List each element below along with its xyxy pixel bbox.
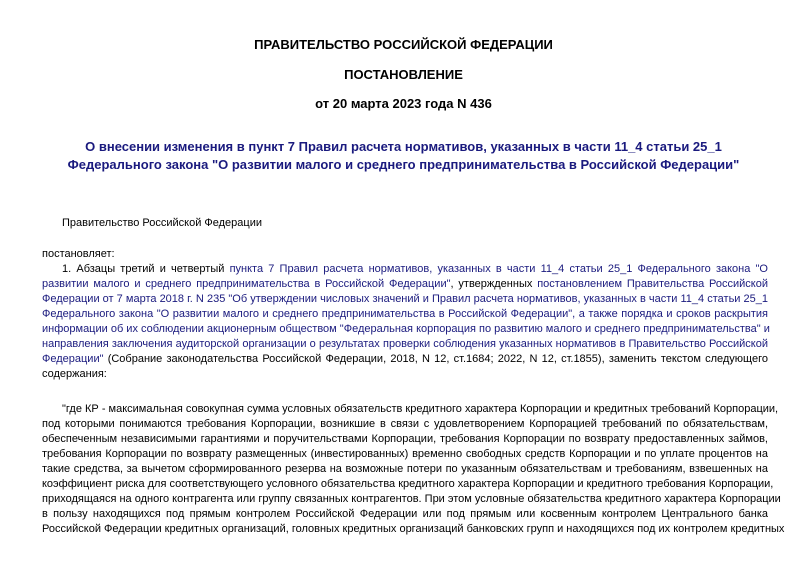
title-line-2: [20, 156, 787, 174]
quote-line: коэффициент риска для соответствующего условного обязательства кредитного характера Корпорации и кредитного требования Корпорации,: [42, 478, 774, 490]
title-link-rules-item-7[interactable]: пункт 7 Правил расчета нормативов, указанных в части 11_4 статьи 25_1: [248, 139, 722, 154]
link-rules-item-7[interactable]: пункта 7 Правил расчета нормативов, указанных в части 11_4 статьи 25_1 Федерального закона "О: [229, 263, 768, 275]
quote-line: Российской Федерации кредитных организаций, головных кредитных организаций банковских групп и находящихся под их контролем кредитных: [42, 523, 785, 535]
link-federal-law-continued[interactable]: развитии малого и среднего предпринимательства в Российской Федерации": [42, 278, 451, 290]
item-1-sz-reference: (Собрание законодательства Российской Федерации, 2018, N 12, ст.1684; 2022, N 12, ст.1855), заменить текстом следующего: [103, 353, 768, 365]
link-government-decree[interactable]: постановлением Правительства Российской: [537, 278, 768, 290]
document-date-number: от 20 марта 2023 года N 436: [315, 96, 492, 111]
item-1-line: [42, 322, 768, 337]
item-1-line: [42, 292, 768, 307]
item-1-paragraph: [42, 262, 768, 382]
item-1-line: [42, 262, 768, 277]
quote-line: в пользу находящихся под прямым контролем Российской Федерации или под прямым или косвенным контролем Центрального банка: [42, 508, 768, 520]
quote-line: такие средства, за вычетом сформированного резерва на возможные потери по указанным обязательствам и требованиям, взвешенных на: [42, 463, 768, 475]
issuer-text: Правительство Российской Федерации: [62, 217, 262, 229]
quote-line: требования Корпорации по возврату размещенных (инвестированных) временно свободных средств Корпорации и по уплате процентов на: [42, 448, 768, 460]
link-government-decree-line[interactable]: информации об их соблюдении акционерным обществом "Федеральная корпорация по развитию малого и среднего предпринимательства" и: [42, 323, 770, 335]
item-1-line: [42, 307, 768, 322]
link-government-decree-line[interactable]: Федерального закона "О развитии малого и среднего предпринимательства в Российской Федерации", а также порядка и сроков раскрытия: [42, 308, 768, 320]
link-government-decree-line[interactable]: направления заключения аудиторской организации о результатах проверки соблюдения указанных нормативов в Правительство Российской: [42, 338, 768, 350]
quote-line: приходящаяся на одного контрагента или группу связанных контрагентов. При этом условные обязательства кредитного характера Корпорации: [42, 493, 781, 505]
title-line-1: [20, 138, 787, 156]
title-prefix: О внесении изменения в: [85, 139, 249, 154]
item-1-prefix: 1. Абзацы третий и четвертый: [62, 263, 230, 275]
quote-line: обеспеченным независимыми гарантиями и поручительствами Корпорации, требования Корпорации по возврату предоставленных займов,: [42, 433, 768, 445]
item-1-line: [42, 337, 768, 352]
link-government-decree-end[interactable]: Федерации": [42, 353, 104, 365]
item-1-approved-text: , утвержденных: [450, 278, 538, 290]
item-1-line: [42, 277, 768, 292]
quote-line: под которыми понимаются требования Корпорации, возникшие в связи с удовлетворением Корпорацией требований по обязательствам,: [42, 418, 768, 430]
item-1-content-label: содержания:: [42, 368, 107, 380]
government-heading: ПРАВИТЕЛЬСТВО РОССИЙСКОЙ ФЕДЕРАЦИИ: [254, 37, 553, 52]
document-title: [20, 138, 787, 174]
link-government-decree-line[interactable]: Федерации от 7 марта 2018 г. N 235 "Об утверждении числовых значений и Правил расчета нормативов, указанных в части 11_4 статьи 25_1: [42, 293, 768, 305]
document-type-heading: ПОСТАНОВЛЕНИЕ: [344, 67, 463, 82]
quoted-text-paragraph: [42, 402, 785, 537]
quote-line: "где КР - максимальная совокупная сумма условных обязательств кредитного характера Корпорации и кредитных требований Корпорации,: [62, 403, 779, 415]
title-link-federal-law[interactable]: Федерального закона "О развитии малого и среднего предпринимательства в Российской Федерации": [67, 157, 740, 172]
decrees-text: постановляет:: [42, 248, 115, 260]
item-1-line: [42, 367, 768, 382]
item-1-line: [42, 352, 768, 367]
